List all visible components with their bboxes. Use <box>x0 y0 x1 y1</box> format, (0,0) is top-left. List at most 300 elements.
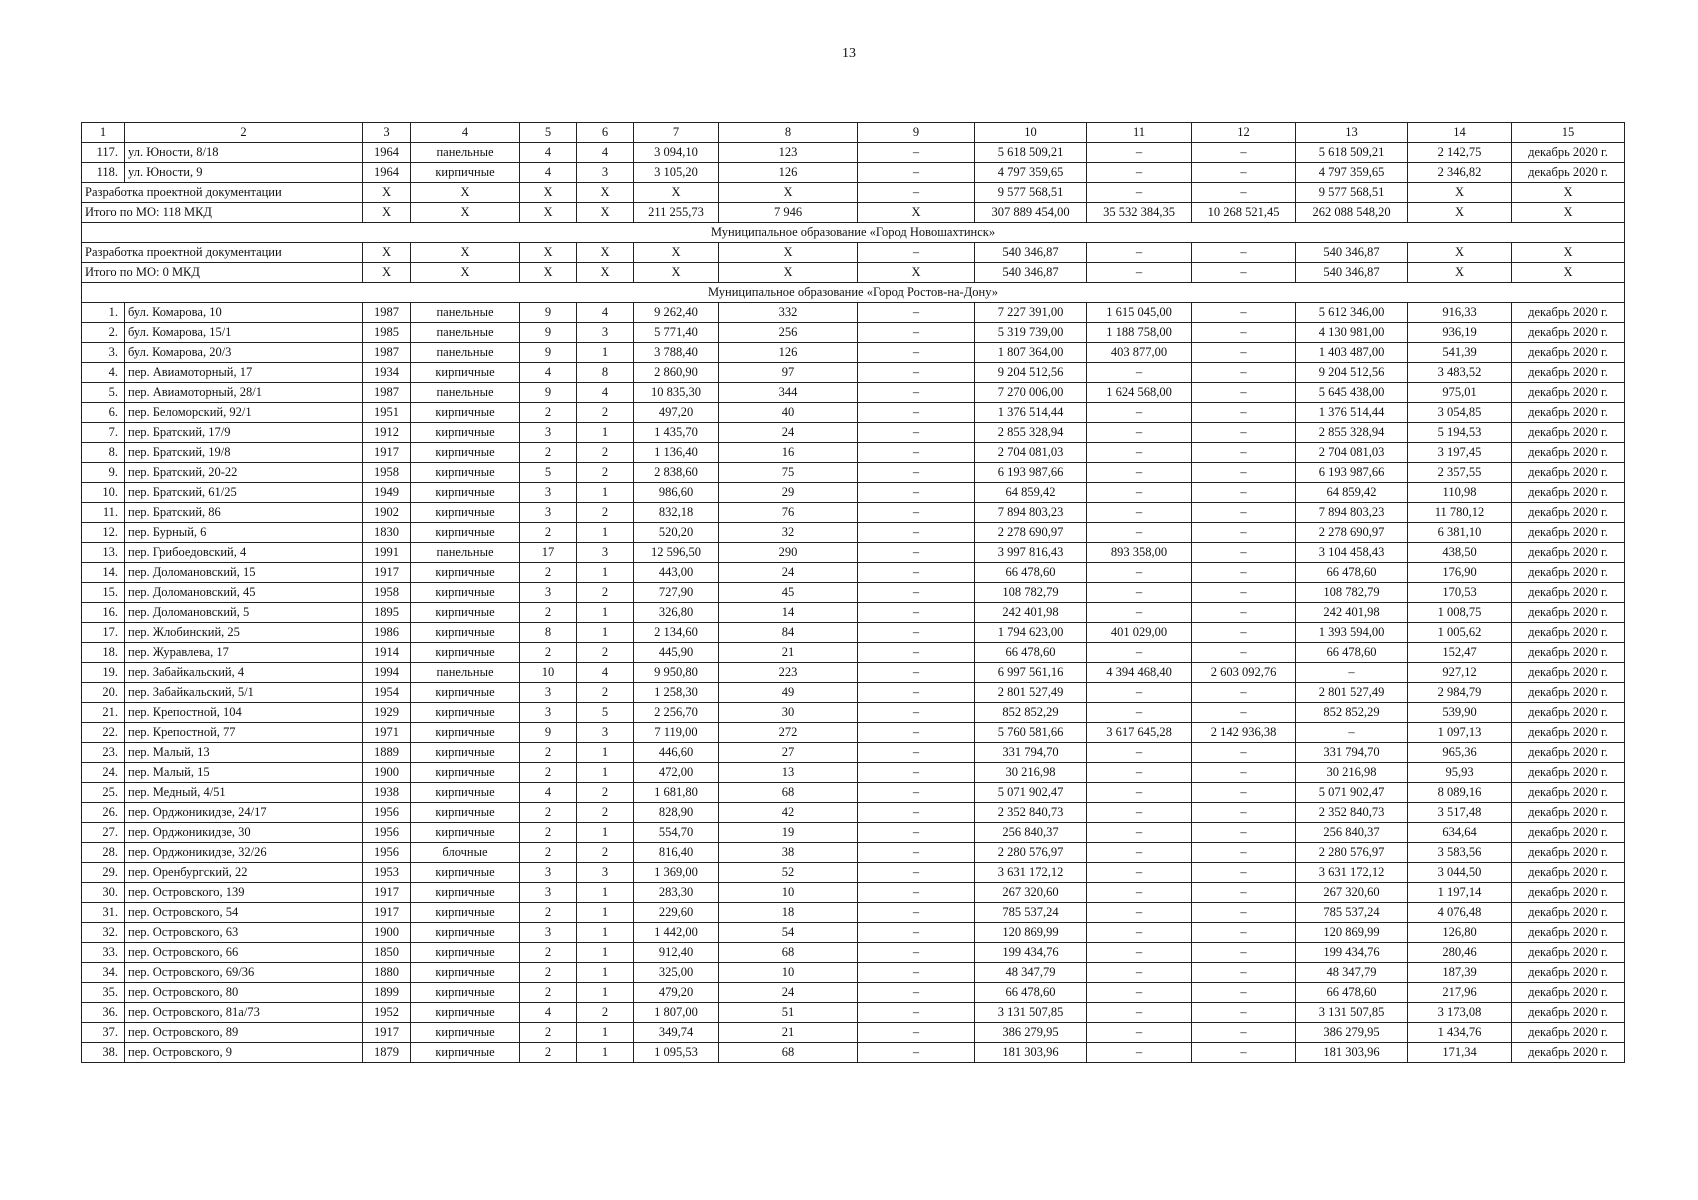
table-cell: декабрь 2020 г. <box>1512 803 1625 823</box>
table-cell: декабрь 2020 г. <box>1512 543 1625 563</box>
table-cell: кирпичные <box>411 563 520 583</box>
address-cell: пер. Малый, 13 <box>125 743 363 763</box>
table-cell: – <box>1192 243 1296 263</box>
table-cell: X <box>577 243 634 263</box>
table-cell: декабрь 2020 г. <box>1512 863 1625 883</box>
table-cell: 4 <box>520 783 577 803</box>
table-cell: кирпичные <box>411 443 520 463</box>
table-cell: 66 478,60 <box>1296 643 1408 663</box>
table-row <box>82 663 1625 683</box>
table-cell: 10 268 521,45 <box>1192 203 1296 223</box>
table-cell: 1971 <box>363 723 411 743</box>
table-cell: 48 347,79 <box>1296 963 1408 983</box>
table-cell: 17 <box>520 543 577 563</box>
address-cell: пер. Братский, 19/8 <box>125 443 363 463</box>
table-cell: 24 <box>719 983 858 1003</box>
table-cell: – <box>858 1043 975 1063</box>
row-number: 20. <box>82 683 125 703</box>
table-cell: 66 478,60 <box>975 563 1087 583</box>
table-cell: 828,90 <box>634 803 719 823</box>
address-cell: пер. Малый, 15 <box>125 763 363 783</box>
table-cell: 3 <box>520 883 577 903</box>
table-cell: 199 434,76 <box>1296 943 1408 963</box>
address-cell: пер. Братский, 17/9 <box>125 423 363 443</box>
table-cell: 283,30 <box>634 883 719 903</box>
table-cell: 1 435,70 <box>634 423 719 443</box>
column-number-cell: 8 <box>719 123 858 143</box>
table-cell: 2 <box>520 443 577 463</box>
table-cell: 539,90 <box>1408 703 1512 723</box>
table-cell: – <box>1087 943 1192 963</box>
table-cell: 3 197,45 <box>1408 443 1512 463</box>
table-cell: 3 <box>520 703 577 723</box>
table-row <box>82 983 1625 1003</box>
address-cell: пер. Островского, 89 <box>125 1023 363 1043</box>
row-number: 12. <box>82 523 125 543</box>
table-cell: – <box>1087 263 1192 283</box>
table-cell: – <box>1087 443 1192 463</box>
table-cell: 986,60 <box>634 483 719 503</box>
table-cell: 3 131 507,85 <box>1296 1003 1408 1023</box>
table-cell: 1987 <box>363 343 411 363</box>
table-cell: 8 <box>577 363 634 383</box>
table-cell: 634,64 <box>1408 823 1512 843</box>
table-cell: 280,46 <box>1408 943 1512 963</box>
table-cell: декабрь 2020 г. <box>1512 343 1625 363</box>
table-cell: 1 <box>577 943 634 963</box>
table-row <box>82 943 1625 963</box>
row-number: 38. <box>82 1043 125 1063</box>
table-cell: – <box>858 443 975 463</box>
row-number: 16. <box>82 603 125 623</box>
table-cell: – <box>858 503 975 523</box>
table-cell: – <box>1192 603 1296 623</box>
row-number: 8. <box>82 443 125 463</box>
table-cell: декабрь 2020 г. <box>1512 723 1625 743</box>
table-cell: 3 <box>577 163 634 183</box>
table-cell: – <box>858 163 975 183</box>
table-cell: 2 346,82 <box>1408 163 1512 183</box>
address-cell: пер. Авиамоторный, 28/1 <box>125 383 363 403</box>
address-cell: пер. Островского, 69/36 <box>125 963 363 983</box>
table-cell: – <box>1087 143 1192 163</box>
row-number: 24. <box>82 763 125 783</box>
table-row <box>82 643 1625 663</box>
table-cell: – <box>858 1003 975 1023</box>
table-cell: – <box>858 563 975 583</box>
table-cell: 1 <box>577 823 634 843</box>
table-cell: – <box>1087 403 1192 423</box>
table-cell: 1914 <box>363 643 411 663</box>
table-cell: декабрь 2020 г. <box>1512 683 1625 703</box>
table-cell: – <box>1192 1003 1296 1023</box>
table-cell: 816,40 <box>634 843 719 863</box>
table-cell: – <box>1296 663 1408 683</box>
table-row <box>82 323 1625 343</box>
table-cell: 7 946 <box>719 203 858 223</box>
table-cell: 2 278 690,97 <box>1296 523 1408 543</box>
table-cell: 2 <box>520 803 577 823</box>
table-cell: декабрь 2020 г. <box>1512 703 1625 723</box>
table-cell: 3 997 816,43 <box>975 543 1087 563</box>
table-cell: 3 054,85 <box>1408 403 1512 423</box>
table-row <box>82 383 1625 403</box>
table-cell: – <box>858 583 975 603</box>
table-cell: 6 381,10 <box>1408 523 1512 543</box>
address-cell: пер. Доломановский, 15 <box>125 563 363 583</box>
table-cell: – <box>1087 363 1192 383</box>
table-cell: 1 136,40 <box>634 443 719 463</box>
table-cell: 1880 <box>363 963 411 983</box>
table-cell: кирпичные <box>411 463 520 483</box>
table-cell: 3 631 172,12 <box>1296 863 1408 883</box>
table-cell: 48 347,79 <box>975 963 1087 983</box>
table-cell: 2 855 328,94 <box>975 423 1087 443</box>
table-cell: 2 855 328,94 <box>1296 423 1408 443</box>
address-cell: пер. Авиамоторный, 17 <box>125 363 363 383</box>
row-number: 13. <box>82 543 125 563</box>
table-cell: 4 <box>577 663 634 683</box>
table-row <box>82 763 1625 783</box>
table-cell: 9 <box>520 343 577 363</box>
table-row <box>82 703 1625 723</box>
address-cell: пер. Жлобинский, 25 <box>125 623 363 643</box>
table-cell: 2 142 936,38 <box>1192 723 1296 743</box>
table-cell: 1 376 514,44 <box>975 403 1087 423</box>
table-cell: – <box>1192 323 1296 343</box>
table-cell: 64 859,42 <box>1296 483 1408 503</box>
table-cell: 54 <box>719 923 858 943</box>
table-cell: 7 270 006,00 <box>975 383 1087 403</box>
table-cell: X <box>363 203 411 223</box>
table-cell: 1 807 364,00 <box>975 343 1087 363</box>
table-cell: 7 119,00 <box>634 723 719 743</box>
table-cell: 1 442,00 <box>634 923 719 943</box>
table-cell: 1985 <box>363 323 411 343</box>
table-cell: 4 <box>577 143 634 163</box>
table-cell: 4 076,48 <box>1408 903 1512 923</box>
table-cell: 9 262,40 <box>634 303 719 323</box>
address-cell: пер. Братский, 86 <box>125 503 363 523</box>
table-cell: – <box>1192 943 1296 963</box>
table-cell: 2 <box>520 743 577 763</box>
table-cell: 1956 <box>363 843 411 863</box>
table-cell: кирпичные <box>411 963 520 983</box>
table-cell: 126,80 <box>1408 923 1512 943</box>
table-row <box>82 543 1625 563</box>
table-cell: 97 <box>719 363 858 383</box>
table-cell: 1987 <box>363 303 411 323</box>
table-cell: кирпичные <box>411 523 520 543</box>
table-row <box>82 923 1625 943</box>
table-cell: 2 <box>577 463 634 483</box>
table-cell: 2 <box>520 1043 577 1063</box>
table-cell: 2 <box>520 1023 577 1043</box>
table-cell: 4 <box>577 303 634 323</box>
table-cell: 14 <box>719 603 858 623</box>
table-cell: X <box>411 263 520 283</box>
table-cell: 1 <box>577 343 634 363</box>
table-cell: – <box>1087 903 1192 923</box>
table-cell: – <box>1192 783 1296 803</box>
table-cell: 42 <box>719 803 858 823</box>
table-cell: – <box>858 383 975 403</box>
table-cell: 443,00 <box>634 563 719 583</box>
table-cell: декабрь 2020 г. <box>1512 823 1625 843</box>
table-cell: 1900 <box>363 763 411 783</box>
table-cell: – <box>1192 763 1296 783</box>
table-cell: 1 <box>577 1023 634 1043</box>
table-cell: 7 894 803,23 <box>1296 503 1408 523</box>
table-cell: 2 801 527,49 <box>1296 683 1408 703</box>
table-cell: – <box>1087 683 1192 703</box>
address-cell: бул. Комарова, 10 <box>125 303 363 323</box>
table-cell: 262 088 548,20 <box>1296 203 1408 223</box>
table-row <box>82 803 1625 823</box>
table-cell: X <box>411 203 520 223</box>
table-cell: – <box>1192 843 1296 863</box>
table-cell: декабрь 2020 г. <box>1512 943 1625 963</box>
table-cell: 52 <box>719 863 858 883</box>
table-cell: 9 577 568,51 <box>1296 183 1408 203</box>
table-cell: 479,20 <box>634 983 719 1003</box>
table-cell: 242 401,98 <box>975 603 1087 623</box>
table-cell: 540 346,87 <box>975 243 1087 263</box>
table-cell: – <box>1087 1023 1192 1043</box>
table-cell: – <box>1087 823 1192 843</box>
table-cell: 1895 <box>363 603 411 623</box>
table-cell: – <box>1087 183 1192 203</box>
table-cell: – <box>858 863 975 883</box>
table-row <box>82 463 1625 483</box>
table-cell: 2 <box>577 1003 634 1023</box>
address-cell: пер. Островского, 9 <box>125 1043 363 1063</box>
table-cell: 76 <box>719 503 858 523</box>
table-body <box>82 123 1625 1063</box>
table-cell: 68 <box>719 1043 858 1063</box>
column-number-cell: 13 <box>1296 123 1408 143</box>
table-cell: 5 760 581,66 <box>975 723 1087 743</box>
table-cell: 11 780,12 <box>1408 503 1512 523</box>
summary-row <box>82 203 1625 223</box>
row-number: 4. <box>82 363 125 383</box>
address-cell: пер. Братский, 20-22 <box>125 463 363 483</box>
table-cell: – <box>858 883 975 903</box>
table-cell: X <box>719 263 858 283</box>
table-cell: 965,36 <box>1408 743 1512 763</box>
table-cell: X <box>1512 183 1625 203</box>
table-cell: 785 537,24 <box>975 903 1087 923</box>
table-row <box>82 563 1625 583</box>
table-cell: 2 <box>520 823 577 843</box>
table-cell: 123 <box>719 143 858 163</box>
table-cell: 2 <box>520 943 577 963</box>
row-number: 3. <box>82 343 125 363</box>
row-number: 7. <box>82 423 125 443</box>
table-cell: 9 <box>520 723 577 743</box>
table-cell: декабрь 2020 г. <box>1512 843 1625 863</box>
table-cell: 3 <box>577 543 634 563</box>
table-cell: кирпичные <box>411 1003 520 1023</box>
table-row <box>82 683 1625 703</box>
row-number: 30. <box>82 883 125 903</box>
table-cell: кирпичные <box>411 503 520 523</box>
table-cell: 1 376 514,44 <box>1296 403 1408 423</box>
table-cell: – <box>1192 743 1296 763</box>
table-cell: X <box>634 263 719 283</box>
table-cell: 554,70 <box>634 823 719 843</box>
table-cell: 326,80 <box>634 603 719 623</box>
address-cell: пер. Журавлева, 17 <box>125 643 363 663</box>
summary-row <box>82 183 1625 203</box>
table-cell: 2 256,70 <box>634 703 719 723</box>
table-cell: 1 <box>577 903 634 923</box>
table-cell: 2 <box>577 643 634 663</box>
row-number: 33. <box>82 943 125 963</box>
table-cell: 2 704 081,03 <box>1296 443 1408 463</box>
table-cell: – <box>1192 803 1296 823</box>
address-cell: пер. Островского, 54 <box>125 903 363 923</box>
table-cell: – <box>1192 883 1296 903</box>
table-cell: 1 <box>577 483 634 503</box>
address-cell: пер. Доломановский, 45 <box>125 583 363 603</box>
table-cell: X <box>577 263 634 283</box>
address-cell: пер. Забайкальский, 4 <box>125 663 363 683</box>
column-number-cell: 4 <box>411 123 520 143</box>
table-cell: 4 797 359,65 <box>1296 163 1408 183</box>
table-row <box>82 163 1625 183</box>
table-cell: 4 <box>520 363 577 383</box>
table-cell: 5 <box>577 703 634 723</box>
municipality-section-row <box>82 283 1625 303</box>
table-cell: 8 089,16 <box>1408 783 1512 803</box>
table-cell: 1 794 623,00 <box>975 623 1087 643</box>
table-row <box>82 903 1625 923</box>
table-cell: 541,39 <box>1408 343 1512 363</box>
table-cell: 307 889 454,00 <box>975 203 1087 223</box>
table-cell: 1917 <box>363 903 411 923</box>
table-cell: кирпичные <box>411 783 520 803</box>
table-cell: 5 645 438,00 <box>1296 383 1408 403</box>
column-number-cell: 12 <box>1192 123 1296 143</box>
table-row <box>82 443 1625 463</box>
table-cell: 199 434,76 <box>975 943 1087 963</box>
table-cell: 16 <box>719 443 858 463</box>
table-cell: 386 279,95 <box>975 1023 1087 1043</box>
table-cell: – <box>858 723 975 743</box>
table-cell: X <box>1512 263 1625 283</box>
summary-label: Разработка проектной документации <box>82 243 363 263</box>
table-cell: 785 537,24 <box>1296 903 1408 923</box>
table-cell: 32 <box>719 523 858 543</box>
table-cell: 2 142,75 <box>1408 143 1512 163</box>
table-row <box>82 863 1625 883</box>
table-cell: – <box>1192 643 1296 663</box>
table-cell: 1 <box>577 983 634 1003</box>
table-cell: 3 <box>520 583 577 603</box>
table-cell: 1899 <box>363 983 411 1003</box>
table-cell: X <box>719 243 858 263</box>
table-cell: 6 997 561,16 <box>975 663 1087 683</box>
table-cell: – <box>1087 503 1192 523</box>
table-cell: кирпичные <box>411 643 520 663</box>
table-cell: – <box>858 643 975 663</box>
table-cell: 1987 <box>363 383 411 403</box>
table-cell: 912,40 <box>634 943 719 963</box>
table-cell: 1952 <box>363 1003 411 1023</box>
table-cell: декабрь 2020 г. <box>1512 163 1625 183</box>
table-cell: 4 <box>520 1003 577 1023</box>
table-cell: декабрь 2020 г. <box>1512 403 1625 423</box>
table-cell: 4 <box>520 143 577 163</box>
table-cell: кирпичные <box>411 703 520 723</box>
table-cell: 2 <box>577 803 634 823</box>
table-cell: – <box>858 783 975 803</box>
table-cell: кирпичные <box>411 683 520 703</box>
table-cell: 29 <box>719 483 858 503</box>
table-cell: 3 631 172,12 <box>975 863 1087 883</box>
table-cell: – <box>1087 463 1192 483</box>
table-cell: 1850 <box>363 943 411 963</box>
table-row <box>82 303 1625 323</box>
table-cell: – <box>1192 903 1296 923</box>
table-cell: – <box>1192 523 1296 543</box>
table-cell: – <box>1087 423 1192 443</box>
table-cell: – <box>858 303 975 323</box>
table-cell: 1 681,80 <box>634 783 719 803</box>
table-cell: – <box>1087 743 1192 763</box>
address-cell: пер. Забайкальский, 5/1 <box>125 683 363 703</box>
row-number: 35. <box>82 983 125 1003</box>
table-cell: 4 797 359,65 <box>975 163 1087 183</box>
table-cell: X <box>520 263 577 283</box>
table-cell: X <box>1408 243 1512 263</box>
row-number: 19. <box>82 663 125 683</box>
table-cell: 916,33 <box>1408 303 1512 323</box>
table-cell: 349,74 <box>634 1023 719 1043</box>
table-cell: декабрь 2020 г. <box>1512 883 1625 903</box>
table-cell: – <box>1087 583 1192 603</box>
table-cell: панельные <box>411 343 520 363</box>
row-number: 18. <box>82 643 125 663</box>
table-cell: кирпичные <box>411 423 520 443</box>
table-cell: 1917 <box>363 1023 411 1043</box>
address-cell: пер. Островского, 80 <box>125 983 363 1003</box>
municipality-title: Муниципальное образование «Город Новошахтинск» <box>82 223 1625 243</box>
table-cell: X <box>634 243 719 263</box>
table-cell: – <box>1087 603 1192 623</box>
table-cell: – <box>1192 543 1296 563</box>
column-number-cell: 11 <box>1087 123 1192 143</box>
row-number: 6. <box>82 403 125 423</box>
table-cell: 66 478,60 <box>975 643 1087 663</box>
table-cell: – <box>1192 923 1296 943</box>
table-cell: – <box>1192 863 1296 883</box>
row-number: 10. <box>82 483 125 503</box>
table-cell: 2 134,60 <box>634 623 719 643</box>
table-cell: 4 <box>520 163 577 183</box>
table-cell: – <box>858 343 975 363</box>
table-cell: кирпичные <box>411 923 520 943</box>
column-number-header-row <box>82 123 1625 143</box>
table-cell: 403 877,00 <box>1087 343 1192 363</box>
table-cell: 171,34 <box>1408 1043 1512 1063</box>
table-cell: 10 <box>719 963 858 983</box>
table-cell: декабрь 2020 г. <box>1512 1023 1625 1043</box>
table-cell: 66 478,60 <box>975 983 1087 1003</box>
table-cell: X <box>1408 263 1512 283</box>
table-cell: 1 095,53 <box>634 1043 719 1063</box>
